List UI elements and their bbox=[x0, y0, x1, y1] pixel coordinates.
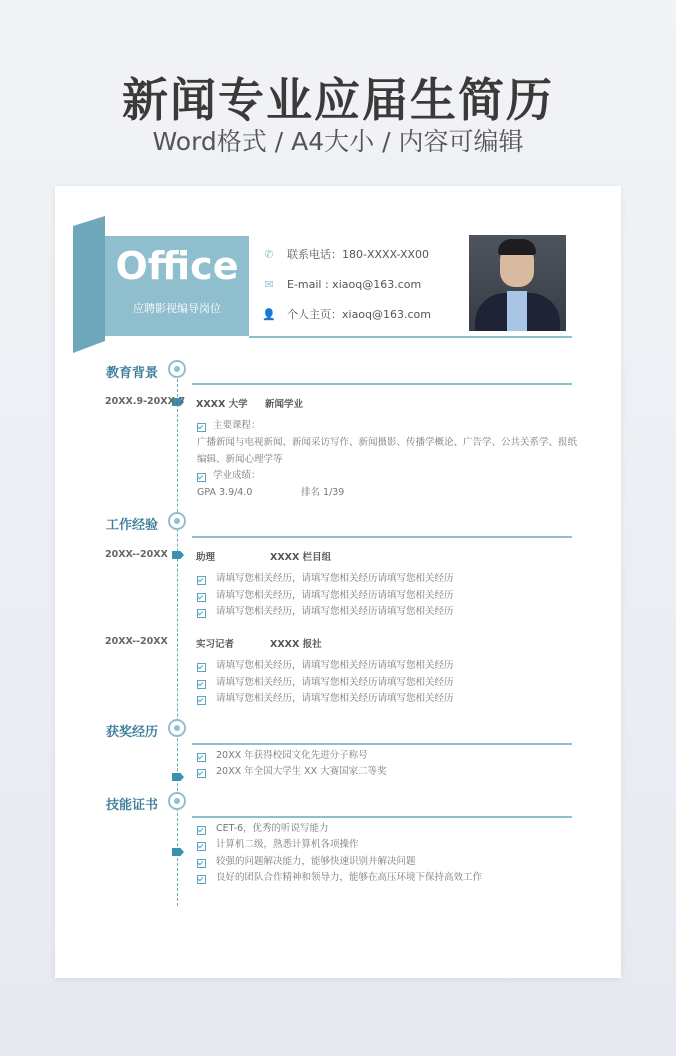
section-divider bbox=[192, 383, 572, 385]
contact-homepage-text: 个人主页：xiaoq@163.com bbox=[287, 308, 432, 321]
contact-homepage bbox=[261, 305, 431, 323]
check-icon bbox=[197, 696, 206, 705]
name-banner bbox=[105, 236, 249, 336]
banner-fold-tip bbox=[73, 341, 105, 353]
check-icon bbox=[197, 859, 206, 868]
grades-label: 学业成绩： bbox=[213, 470, 261, 481]
hero-title: 新闻专业应届生简历 bbox=[122, 73, 554, 127]
award-item: 20XX 年获得校园文化先进分子称号 bbox=[216, 750, 368, 761]
job-2-org: XXXX 报社 bbox=[270, 639, 322, 650]
check-icon bbox=[197, 663, 206, 672]
job-1-item: 请填写您相关经历，请填写您相关经历请填写您相关经历 bbox=[216, 590, 454, 601]
job-2-role: 实习记者 bbox=[196, 639, 235, 650]
award-item: 20XX 年全国大学生 XX 大赛国家二等奖 bbox=[216, 766, 387, 777]
user-icon: 👤 bbox=[262, 307, 276, 321]
courses-line-1: 广播新闻与电视新闻、新闻采访写作、新闻摄影、传播学概论、广告学、公共关系学、报纸 bbox=[197, 437, 578, 448]
contact-phone-text: 联系电话：180-XXXX-XX00 bbox=[287, 248, 430, 261]
section-divider bbox=[192, 536, 572, 538]
resume-page bbox=[55, 186, 621, 978]
hero-subtitle: Word格式 / A4大小 / 内容可编辑 bbox=[152, 127, 524, 156]
job-1-org: XXXX 栏目组 bbox=[270, 552, 332, 563]
job-2-item: 请填写您相关经历，请填写您相关经历请填写您相关经历 bbox=[216, 677, 454, 688]
section-marker-icon bbox=[168, 512, 186, 530]
check-icon bbox=[197, 593, 206, 602]
job-1-item: 请填写您相关经历，请填写您相关经历请填写您相关经历 bbox=[216, 573, 454, 584]
job-1-date: 20XX--20XX bbox=[105, 549, 168, 560]
skill-item: CET-6，优秀的听说写能力 bbox=[216, 823, 329, 834]
gpa-value: GPA 3.9/4.0 bbox=[197, 487, 253, 498]
job-1-item: 请填写您相关经历，请填写您相关经历请填写您相关经历 bbox=[216, 606, 454, 617]
rank-value: 排名 1/39 bbox=[301, 487, 345, 498]
mail-icon: ✉ bbox=[264, 277, 274, 291]
courses-label: 主要课程： bbox=[213, 420, 261, 431]
timeline-flag-icon bbox=[172, 848, 184, 856]
section-title-education: 教育背景 bbox=[106, 366, 159, 381]
section-title-work: 工作经验 bbox=[106, 518, 159, 533]
timeline-line bbox=[177, 364, 178, 906]
phone-icon: ✆ bbox=[264, 247, 274, 261]
job-2-item: 请填写您相关经历，请填写您相关经历请填写您相关经历 bbox=[216, 660, 454, 671]
contact-phone bbox=[261, 245, 429, 263]
profile-photo bbox=[469, 235, 566, 331]
section-title-skills: 技能证书 bbox=[106, 798, 159, 813]
check-icon bbox=[197, 875, 206, 884]
courses-line-2: 编辑、新闻心理学等 bbox=[197, 454, 283, 465]
education-date: 20XX.9-20XX.7 bbox=[105, 396, 186, 407]
section-divider bbox=[192, 816, 572, 818]
skill-item: 计算机二级，熟悉计算机各项操作 bbox=[216, 839, 359, 850]
section-marker-icon bbox=[168, 360, 186, 378]
check-icon bbox=[197, 609, 206, 618]
skill-item: 较强的问题解决能力，能够快速识别并解决问题 bbox=[216, 856, 416, 867]
job-2-item: 请填写您相关经历，请填写您相关经历请填写您相关经历 bbox=[216, 693, 454, 704]
education-major: 新闻学业 bbox=[265, 399, 304, 410]
contact-email bbox=[261, 275, 421, 293]
job-1-role: 助理 bbox=[196, 552, 216, 563]
check-icon bbox=[197, 576, 206, 585]
candidate-name: Office bbox=[115, 244, 239, 288]
target-position: 应聘影视编导岗位 bbox=[133, 302, 221, 315]
section-marker-icon bbox=[168, 719, 186, 737]
banner-fold-top bbox=[73, 216, 105, 226]
check-icon bbox=[197, 423, 206, 432]
check-icon bbox=[197, 842, 206, 851]
job-2-date: 20XX--20XX bbox=[105, 636, 168, 647]
check-icon bbox=[197, 826, 206, 835]
check-icon bbox=[197, 680, 206, 689]
check-icon bbox=[197, 753, 206, 762]
check-icon bbox=[197, 769, 206, 778]
section-title-awards: 获奖经历 bbox=[106, 725, 159, 740]
section-divider bbox=[192, 743, 572, 745]
education-school: XXXX 大学 bbox=[196, 399, 248, 410]
skill-item: 良好的团队合作精神和领导力，能够在高压环境下保持高效工作 bbox=[216, 872, 483, 883]
banner-fold bbox=[73, 226, 105, 341]
timeline-flag-icon bbox=[172, 551, 184, 559]
check-icon bbox=[197, 473, 206, 482]
section-marker-icon bbox=[168, 792, 186, 810]
contact-email-text: E-mail : xiaoq@163.com bbox=[287, 277, 422, 291]
timeline-flag-icon bbox=[172, 773, 184, 781]
header-divider bbox=[249, 336, 572, 338]
